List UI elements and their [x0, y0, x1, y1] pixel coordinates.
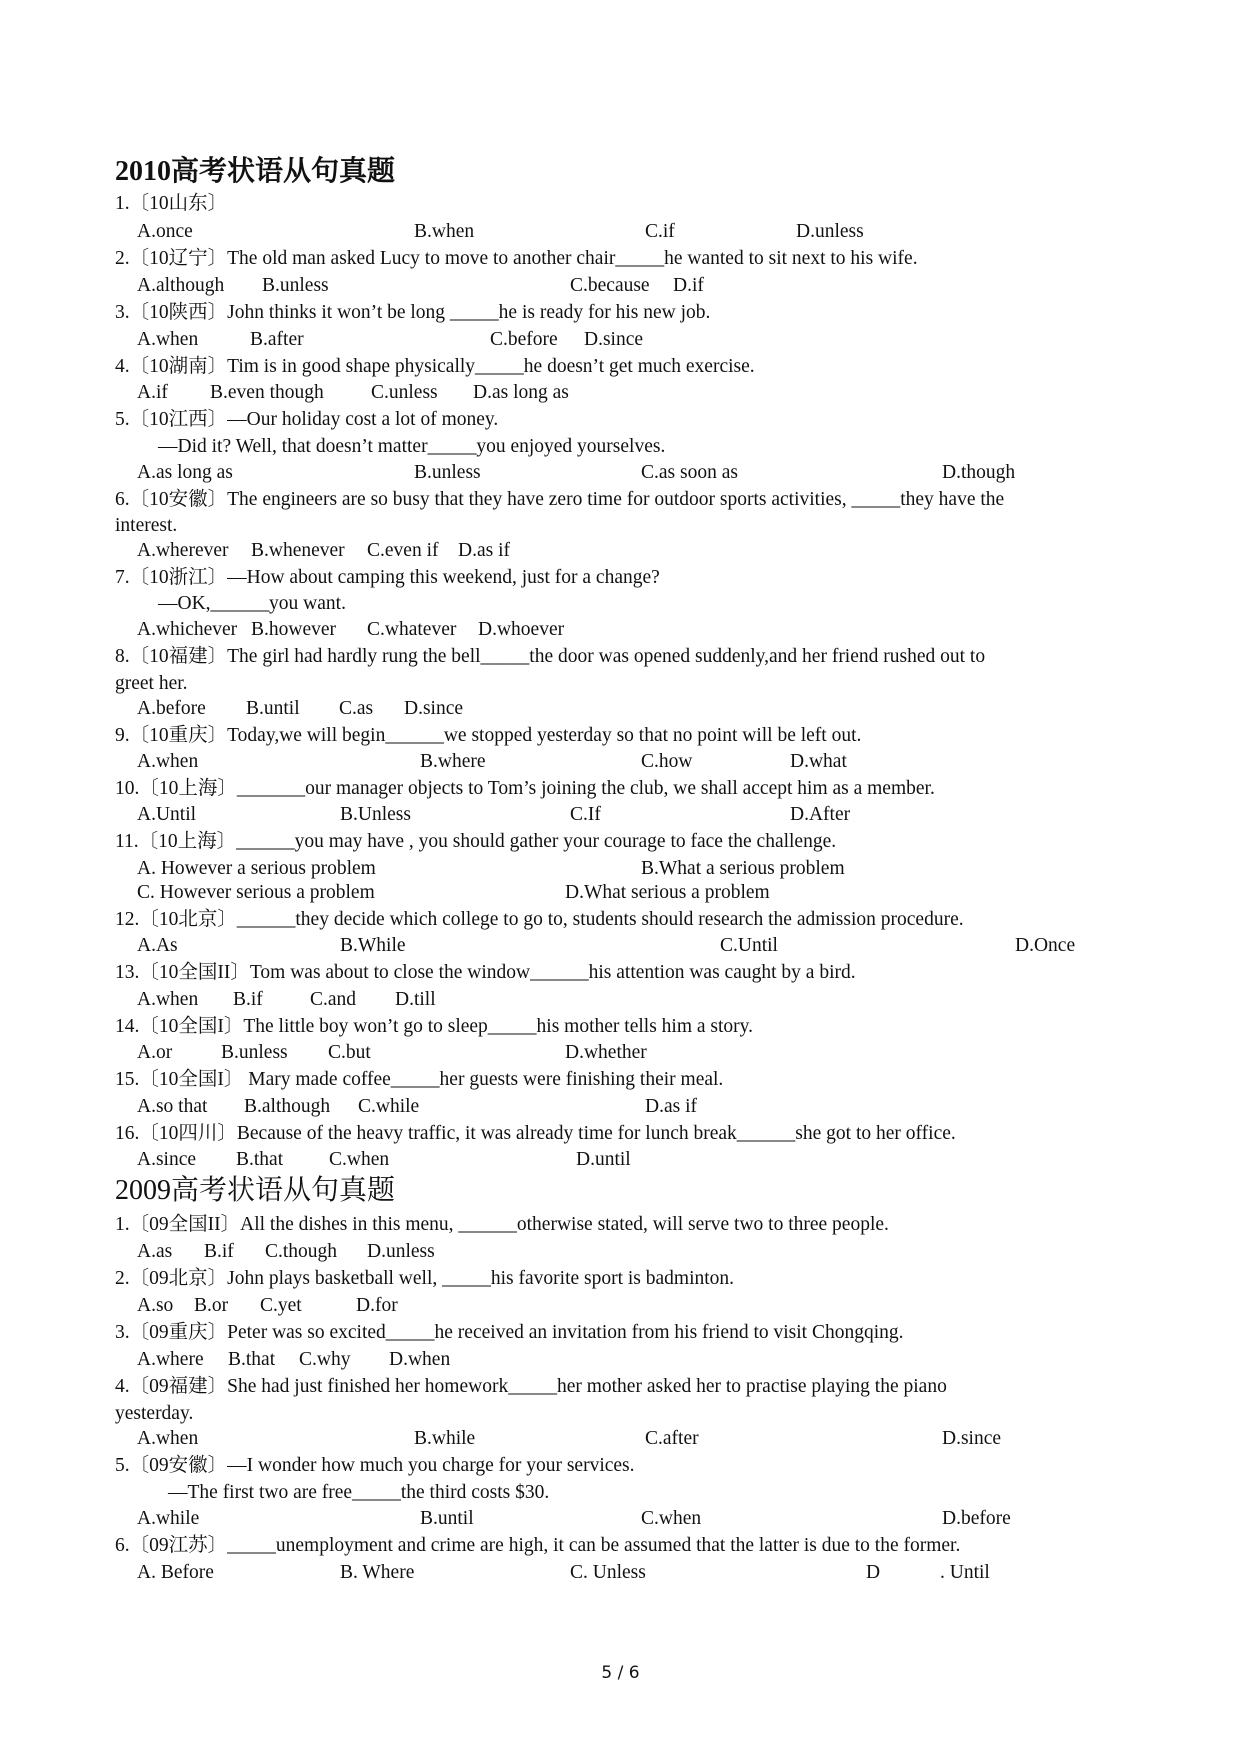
options-row — [0, 697, 1241, 721]
option-d-text: . Until — [940, 1562, 990, 1583]
option-d: D.What serious a problem — [565, 882, 770, 903]
option-c: C. Unless — [570, 1562, 646, 1583]
option-d: D — [866, 1562, 881, 1583]
option-a: A.when — [137, 329, 199, 350]
option-a: A.while — [137, 1508, 200, 1529]
options-row — [0, 1507, 1241, 1531]
option-d: D.After — [790, 804, 851, 825]
options-row — [0, 803, 1241, 827]
options-row — [0, 328, 1241, 352]
option-b: B.while — [414, 1428, 476, 1449]
section-title-2010: 2010高考状语从句真题 — [115, 156, 396, 187]
option-b: B.whenever — [251, 540, 345, 561]
question-line: 1.〔09全国II〕All the dishes in this menu, ______otherwise stated, will serve two to three people. — [115, 1214, 889, 1235]
option-d: D.until — [576, 1149, 631, 1170]
option-d: D.for — [356, 1295, 398, 1316]
option-a: A.where — [137, 1349, 204, 1370]
option-d: D.what — [790, 751, 847, 772]
option-d: D.unless — [367, 1241, 435, 1262]
option-a: A.as — [137, 1241, 173, 1262]
option-a: A.once — [137, 221, 193, 242]
question-line: greet her. — [115, 673, 188, 694]
option-b: B.or — [194, 1295, 229, 1316]
option-b: B.unless — [221, 1042, 288, 1063]
option-c: C.and — [310, 989, 357, 1010]
question-line: interest. — [115, 515, 178, 536]
option-b: B.if — [204, 1241, 234, 1262]
option-a: A.if — [137, 382, 168, 403]
option-a: A.so that — [137, 1096, 208, 1117]
option-b: B.until — [246, 698, 300, 719]
option-c: C.when — [329, 1149, 390, 1170]
section-title-2009: 2009高考状语从句真题 — [115, 1175, 396, 1206]
question-line: 3.〔09重庆〕Peter was so excited_____he received an invitation from his friend to visit Chongqing. — [115, 1322, 904, 1343]
option-b: B.unless — [262, 275, 329, 296]
option-c: C.why — [299, 1349, 351, 1370]
option-a: A.when — [137, 989, 199, 1010]
options-row — [0, 1041, 1241, 1065]
option-c: C.whatever — [367, 619, 457, 640]
option-d: D.whoever — [478, 619, 565, 640]
question-line: —The first two are free_____the third costs $30. — [168, 1482, 550, 1503]
option-b: B.if — [233, 989, 263, 1010]
options-row — [0, 381, 1241, 405]
options-row — [0, 274, 1241, 298]
option-a: A.since — [137, 1149, 197, 1170]
options-row — [0, 1348, 1241, 1372]
option-c: C.If — [570, 804, 601, 825]
option-a: A.before — [137, 698, 206, 719]
options-row — [0, 1561, 1241, 1585]
option-c: C.but — [328, 1042, 371, 1063]
option-a: A.or — [137, 1042, 173, 1063]
question-line: 2.〔10辽宁〕The old man asked Lucy to move to another chair_____he wanted to sit next to his wife. — [115, 248, 918, 269]
option-b: B. Where — [340, 1562, 415, 1583]
option-a: A.as long as — [137, 462, 233, 483]
options-row — [0, 539, 1241, 563]
question-line: 11.〔10上海〕______you may have , you should gather your courage to face the challenge. — [115, 831, 837, 852]
option-d: D.if — [673, 275, 704, 296]
option-a: A. Before — [137, 1562, 214, 1583]
options-row — [0, 1240, 1241, 1264]
options-row — [0, 220, 1241, 244]
option-c: C.after — [645, 1428, 699, 1449]
options-row — [0, 934, 1241, 958]
option-d: D.as if — [645, 1096, 697, 1117]
option-d: D.as if — [458, 540, 510, 561]
option-a: A.so — [137, 1295, 174, 1316]
option-c: C.how — [641, 751, 693, 772]
option-c: C.as soon as — [641, 462, 738, 483]
question-line: 9.〔10重庆〕Today,we will begin______we stopped yesterday so that no point will be left out. — [115, 725, 862, 746]
option-b: B.where — [420, 751, 486, 772]
option-a: A.when — [137, 1428, 199, 1449]
option-d: D.before — [942, 1508, 1011, 1529]
option-d: D.when — [389, 1349, 451, 1370]
option-c: C.though — [265, 1241, 338, 1262]
option-d: D.Once — [1015, 935, 1076, 956]
option-d: D.though — [942, 462, 1016, 483]
option-d: D.till — [395, 989, 436, 1010]
option-c: C.because — [570, 275, 650, 296]
option-c: C.while — [358, 1096, 420, 1117]
option-d: D.since — [942, 1428, 1002, 1449]
question-line: 10.〔10上海〕_______our manager objects to Tom’s joining the club, we shall accept him as a member. — [115, 778, 935, 799]
option-b: B.although — [244, 1096, 331, 1117]
option-b: B.Unless — [340, 804, 411, 825]
options-row — [0, 857, 1241, 881]
question-line: —Did it? Well, that doesn’t matter_____you enjoyed yourselves. — [158, 436, 666, 457]
option-a: A.As — [137, 935, 178, 956]
option-b: B.unless — [414, 462, 481, 483]
option-a: A.whichever — [137, 619, 238, 640]
option-c: C.unless — [371, 382, 438, 403]
question-line: —OK,______you want. — [158, 593, 346, 614]
option-b: B.however — [251, 619, 337, 640]
option-c: C. However serious a problem — [137, 882, 375, 903]
question-line: 7.〔10浙江〕—How about camping this weekend, just for a change? — [115, 567, 660, 588]
option-b: B.when — [414, 221, 475, 242]
option-a: A.when — [137, 751, 199, 772]
option-d: D.as long as — [473, 382, 569, 403]
option-d: D.unless — [796, 221, 864, 242]
option-a: A.although — [137, 275, 225, 296]
option-b: B.While — [340, 935, 406, 956]
options-row — [0, 1148, 1241, 1172]
option-b: B.until — [420, 1508, 474, 1529]
option-b: B.even though — [210, 382, 324, 403]
options-row — [0, 1427, 1241, 1451]
question-line: 16.〔10四川〕Because of the heavy traffic, it was already time for lunch break______she got to her office. — [115, 1123, 956, 1144]
option-d: D.since — [404, 698, 464, 719]
options-row — [0, 461, 1241, 485]
option-b: B.that — [236, 1149, 284, 1170]
options-row — [0, 618, 1241, 642]
option-a: A. However a serious problem — [137, 858, 376, 879]
option-c: C.as — [339, 698, 374, 719]
question-line: 6.〔09江苏〕_____unemployment and crime are high, it can be assumed that the latter is due to the former. — [115, 1535, 961, 1556]
option-b: B.that — [228, 1349, 276, 1370]
question-line: 6.〔10安徽〕The engineers are so busy that they have zero time for outdoor sports activities, _____they have the — [115, 489, 1005, 510]
option-b: B.after — [250, 329, 304, 350]
option-c: C.when — [641, 1508, 702, 1529]
question-line: 4.〔10湖南〕Tim is in good shape physically_____he doesn’t get much exercise. — [115, 356, 755, 377]
question-line: yesterday. — [115, 1403, 194, 1424]
options-row — [0, 881, 1241, 905]
option-a: A.wherever — [137, 540, 229, 561]
option-d: D.whether — [565, 1042, 647, 1063]
question-line: 3.〔10陕西〕John thinks it won’t be long _____he is ready for his new job. — [115, 302, 711, 323]
question-line: 2.〔09北京〕John plays basketball well, _____his favorite sport is badminton. — [115, 1268, 735, 1289]
options-row — [0, 1095, 1241, 1119]
option-c: C.if — [645, 221, 675, 242]
option-c: C.even if — [367, 540, 439, 561]
option-d: D.since — [584, 329, 644, 350]
question-line: 1.〔10山东〕 — [115, 193, 228, 214]
options-row — [0, 750, 1241, 774]
options-row — [0, 988, 1241, 1012]
question-line: 5.〔09安徽〕—I wonder how much you charge for your services. — [115, 1455, 635, 1476]
option-a: A.Until — [137, 804, 197, 825]
option-c: C.Until — [720, 935, 778, 956]
question-line: 13.〔10全国II〕Tom was about to close the window______his attention was caught by a bird. — [115, 962, 856, 983]
question-line: 12.〔10北京〕______they decide which college to go to, students should research the admission procedure. — [115, 909, 964, 930]
question-line: 5.〔10江西〕—Our holiday cost a lot of money. — [115, 409, 499, 430]
option-b: B.What a serious problem — [641, 858, 845, 879]
question-line: 15.〔10全国I〕 Mary made coffee_____her guests were finishing their meal. — [115, 1069, 724, 1090]
question-line: 14.〔10全国I〕The little boy won’t go to sleep_____his mother tells him a story. — [115, 1016, 754, 1037]
question-line: 4.〔09福建〕She had just finished her homework_____her mother asked her to practise playing the piano — [115, 1376, 947, 1397]
options-row — [0, 1294, 1241, 1318]
question-line: 8.〔10福建〕The girl had hardly rung the bell_____the door was opened suddenly,and her friend rushed out to — [115, 646, 986, 667]
option-c: C.yet — [260, 1295, 302, 1316]
option-c: C.before — [490, 329, 558, 350]
page-indicator: 5 / 6 — [601, 1663, 640, 1683]
